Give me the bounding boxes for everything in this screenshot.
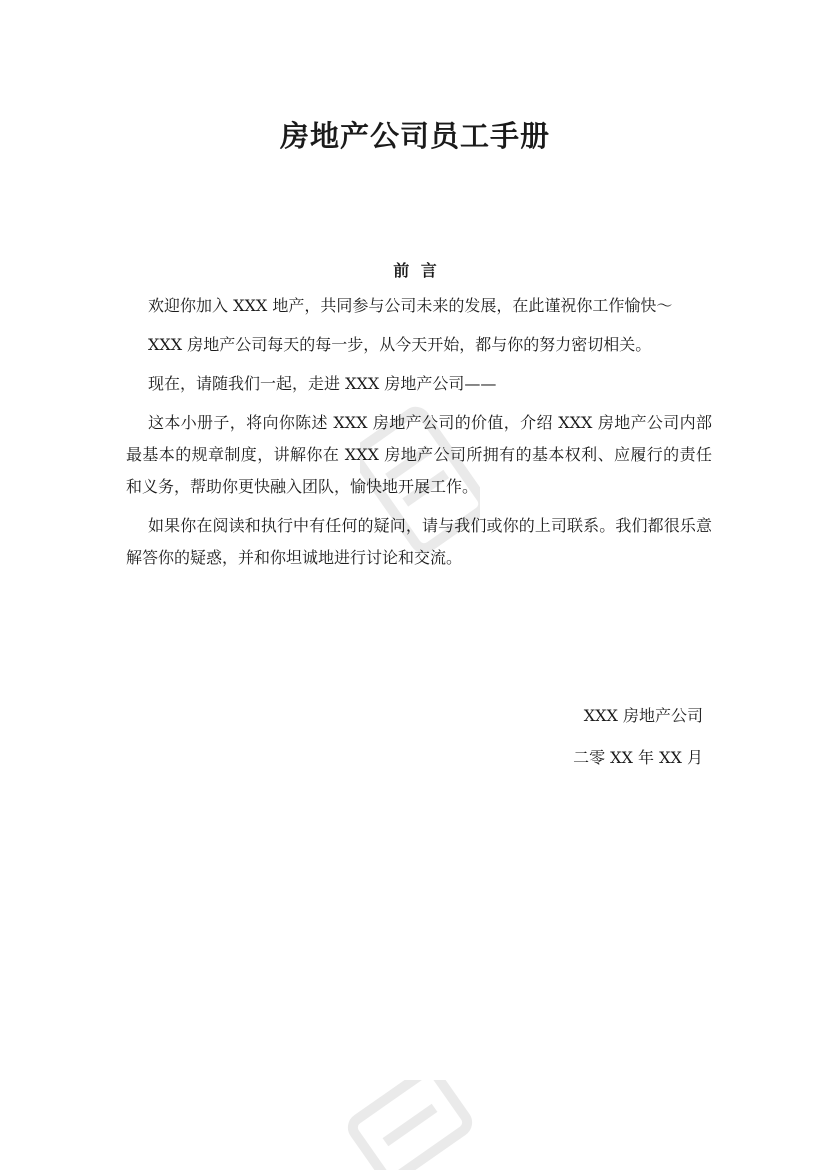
signature-company: XXX 房地产公司 — [583, 706, 703, 725]
paragraph-booklet-purpose: 这本小册子，将向你陈述 XXX 房地产公司的价值，介绍 XXX 房地产公司内部最基本的规章制度，讲解你在 XXX 房地产公司所拥有的基本权利、应履行的责任和义务，帮助你更快融入团队，愉快地开展工作。 — [126, 413, 712, 496]
paragraph-contact: 如果你在阅读和执行中有任何的疑问，请与我们或你的上司联系。我们都很乐意解答你的疑惑，并和你坦诚地进行讨论和交流。 — [126, 516, 712, 567]
watermark-stamp-icon — [340, 1080, 480, 1170]
paragraph-every-step: XXX 房地产公司每天的每一步，从今天开始，都与你的努力密切相关。 — [148, 335, 652, 354]
signature-block — [573, 700, 703, 784]
preface-heading: 前 言 — [393, 261, 437, 280]
paragraph-welcome: 欢迎你加入 XXX 地产，共同参与公司未来的发展，在此谨祝你工作愉快～ — [148, 296, 673, 315]
preface-body — [126, 290, 712, 581]
document-title: 房地产公司员工手册 — [279, 119, 550, 153]
signature-date: 二零 XX 年 XX 月 — [573, 748, 703, 767]
paragraph-follow-us: 现在，请随我们一起，走进 XXX 房地产公司—— — [148, 374, 497, 393]
